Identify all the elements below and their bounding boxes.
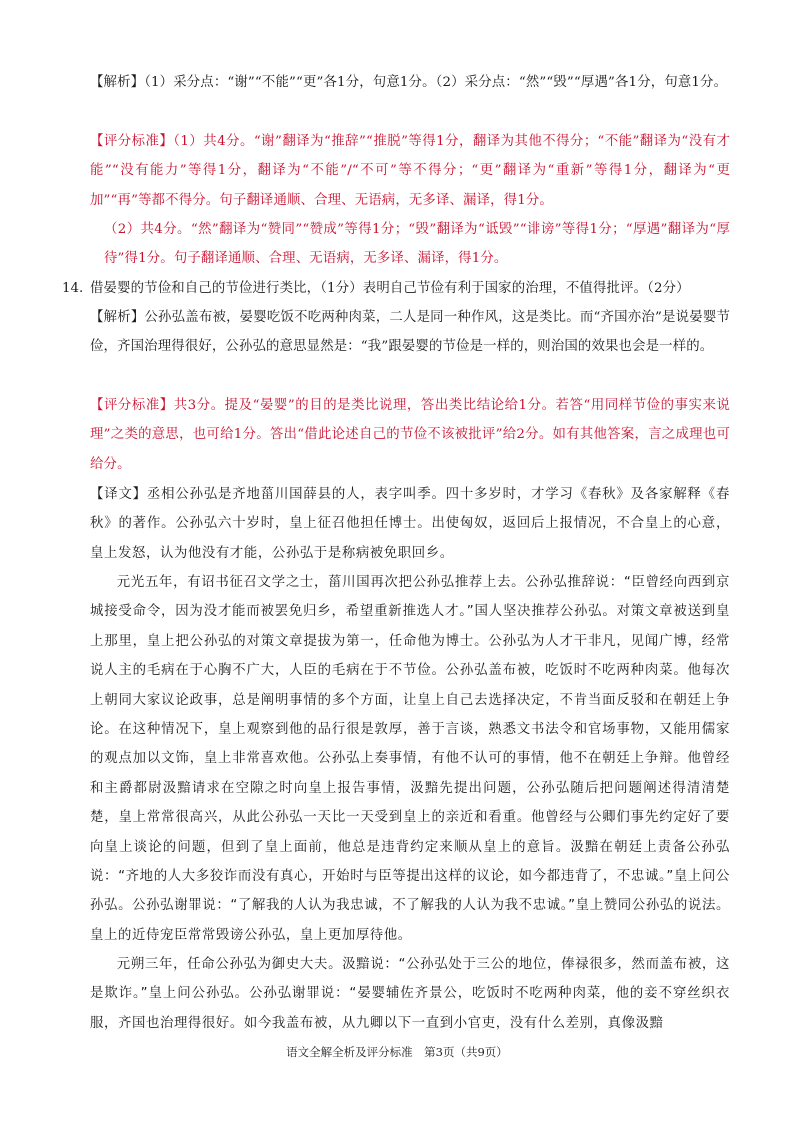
page-footer: 语文全解全析及评分标准 第3页（共9页）: [286, 1045, 508, 1059]
analysis-paragraph-2: 【解析】公孙弘盖布被，晏婴吃饭不吃两种肉菜，二人是同一种作风，这是类比。而“齐国亦治”是说晏婴节俭，齐国治理得很好，公孙弘的意思显然是：“我”跟晏婴的节俭是一样的，则治国的效果也会是一样的。: [90, 310, 730, 355]
question-number: 14.: [62, 281, 84, 296]
translation-paragraph-1: 【译文】丞相公孙弘是齐地菑川国薛县的人，表字叫季。四十多岁时，才学习《春秋》及各家解释《春秋》的著作。公孙弘六十岁时，皇上征召他担任博士。出使匈奴，返回后上报情况，不合皇上的心意，皇上发怒，认为他没有才能，公孙弘于是称病被免职回乡。: [90, 487, 730, 561]
scoring-standard-3: 【评分标准】共3分。提及“晏婴”的目的是类比说理，答出类比结论给1分。若答“用同样节俭的事实来说理”之类的意思，也可给1分。答出“借此论述自己的节俭不该被批评”给2分。如有其他答案，言之成理也可给分。: [90, 398, 730, 472]
analysis-paragraph-1: 【解析】（1）采分点：“谢”“不能”“更”各1分，句意1分。（2）采分点：“然”“毁”“厚遇”各1分，句意1分。: [90, 75, 728, 90]
translation-paragraph-2: 元光五年，有诏书征召文学之士，菑川国再次把公孙弘推荐上去。公孙弘推辞说：“臣曾经向西到京城接受命令，因为没才能而被罢免归乡，希望重新推选人才。”国人坚决推荐公孙弘。对策文章被送到皇上那里，皇上把公孙弘的对策文章提拔为第一，任命他为博士。公孙弘为人才干非凡，见闻广博，经常说人主的毛病在于心胸不广大，人臣的毛病在于不节俭。公孙弘盖布被，吃饭时不吃两种肉菜。他每次上朝同大家议论政事，总是阐明事情的多个方面，让皇上自己去选择决定，不肯当面反驳和在朝廷上争论。在这种情况下，皇上观察到他的品行很是敦厚，善于言谈，熟悉文书法令和官场事物，又能用儒家的观点加以文饰，皇上非常喜欢他。公孙弘上奏事情，有他不认可的事情，他不在朝廷上争辩。他曾经和主爵都尉汲黯请求在空隙之时向皇上报告事情，汲黯先提出问题，公孙弘随后把问题阐述得清清楚楚，皇上常常很高兴，从此公孙弘一天比一天受到皇上的亲近和看重。他曾经与公卿们事先约定好了要向皇上谈论的问题，但到了皇上面前，他总是违背约定来顺从皇上的意旨。汲黯在朝廷上责备公孙弘说：“齐地的人大多狡诈而没有真心，开始时与臣等提出这样的议论，如今都违背了，不忠诚。”皇上问公孙弘。公孙弘谢罪说：“了解我的人认为我忠诚，不了解我的人认为我不忠诚。”皇上赞同公孙弘的说法。皇上的近侍宠臣常常毁谤公孙弘，皇上更加厚待他。: [90, 575, 730, 943]
translation-paragraph-3: 元朔三年，任命公孙弘为御史大夫。汲黯说：“公孙弘处于三公的地位，俸禄很多，然而盖布被，这是欺诈。”皇上问公孙弘。公孙弘谢罪说：“晏婴辅佐齐景公，吃饭时不吃两种肉菜，他的妾不穿丝织衣服，齐国也治理得很好。如今我盖布被，从九卿以下一直到小官吏，没有什么差别，真像汲黯: [90, 957, 730, 1031]
question-14-answer: 借晏婴的节俭和自己的节俭进行类比，（1分）表明自己节俭有利于国家的治理，不值得批评。（2分）: [90, 281, 690, 296]
scoring-standard-1: 【评分标准】（1）共4分。“谢”翻译为“推辞”“推脱”等得1分，翻译为其他不得分；“不能”翻译为“没有才能”“没有能力”等得1分，翻译为“不能”/“不可”等不得分；“更”翻译为“重新”等得1分，翻译为“更加”“再”等都不得分。句子翻译通顺、合理、无语病，无多译、漏译，得1分。: [90, 134, 730, 208]
scoring-standard-2: （2）共4分。“然”翻译为“赞同”“赞成”等得1分；“毁”翻译为“诋毁”“诽谤”等得1分；“厚遇”翻译为“厚待”得1分。句子翻译通顺、合理、无语病，无多译、漏译，得1分。: [104, 222, 730, 267]
